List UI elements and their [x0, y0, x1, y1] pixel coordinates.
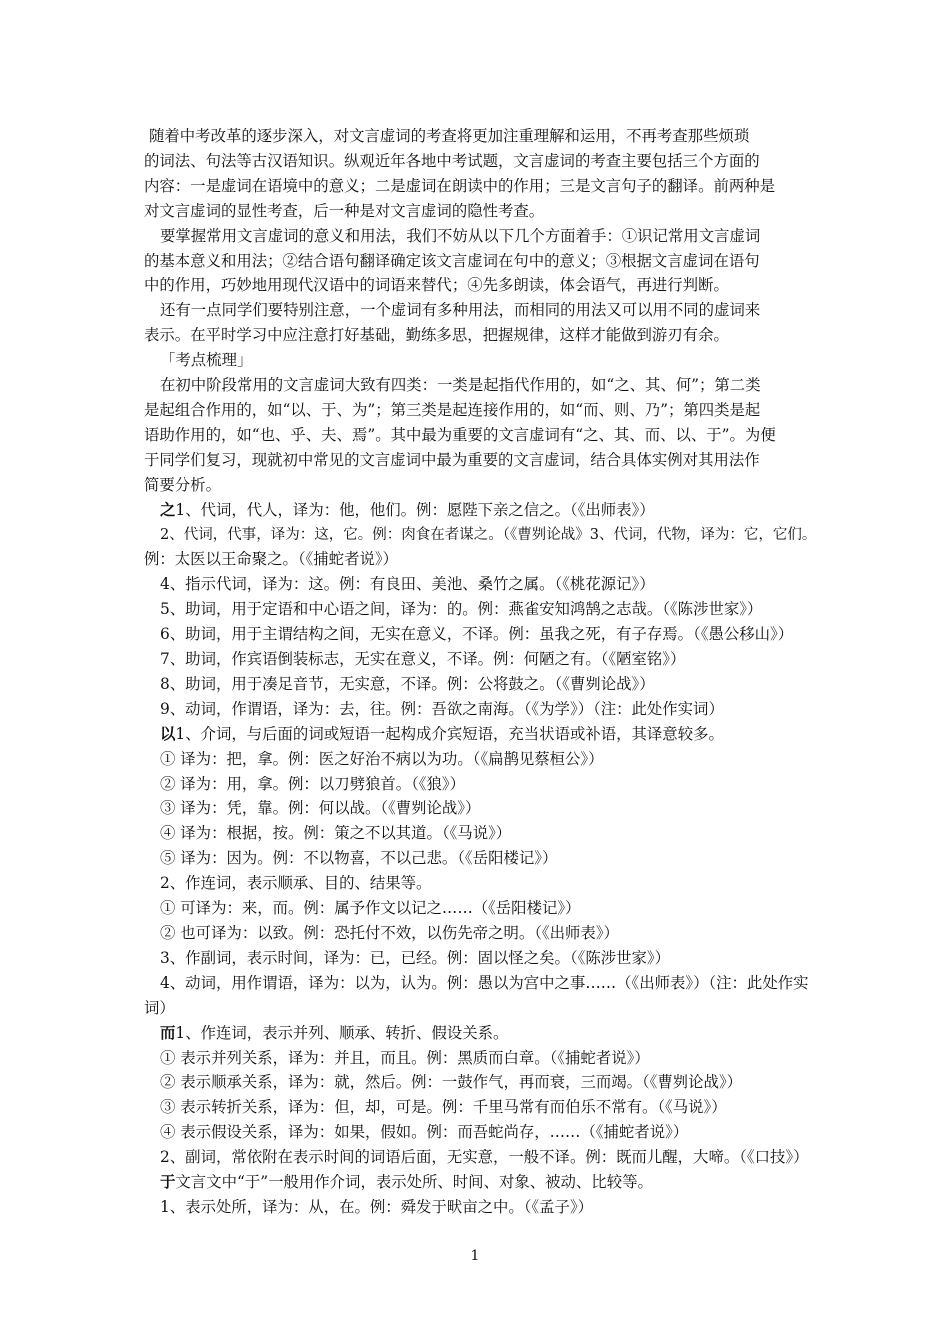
entry-text: ① 可译为：来，而。例：属予作文以记之……（《岳阳楼记》）: [160, 899, 581, 918]
entry-text: ⑤ 译为：因为。例：不以物喜，不以己悲。（《岳阳楼记》）: [160, 849, 558, 868]
entry-text: 1、作连词，表示并列、顺承、转折、假设关系。: [175, 1023, 509, 1042]
text-line: 还有一点同学们要特别注意，一个虚词有多种用法，而相同的用法又可以用不同的虚词来: [160, 301, 761, 320]
text-line: 「考点梳理」: [160, 351, 253, 370]
text-line: 要掌握常用文言虚词的意义和用法，我们不妨从以下几个方面着手：①识记常用文言虚词: [160, 226, 761, 245]
entry-text: 5、助词，用于定语和中心语之间，译为：的。例：燕雀安知鸿鹄之志哉。（《陈涉世家》）: [160, 600, 763, 619]
entry-text: 7、助词，作宾语倒装标志，无实在意义，不译。例：何陋之有。（《陋室铭》）: [160, 650, 686, 669]
entry-text: 2、代词，代事，译为：这，它。例：肉食在者谋之。（《曹刿论战》3、代词，代物，译为：它，它们。: [160, 526, 817, 543]
entry-text: ② 表示顺承关系，译为：就，然后。例：一鼓作气，再而衰，三而竭。（《曹刿论战》）: [160, 1073, 743, 1092]
entry-line: [144, 1046, 816, 1071]
entry-line: [144, 1170, 816, 1195]
entry-continuation: 词）: [144, 998, 175, 1017]
entry-text: 1、介词，与后面的词或短语一起构成介宾短语，充当状语或补语，其译意较多。: [175, 724, 724, 743]
entry-text: ④ 表示假设关系，译为：如果，假如。例：而吾蛇尚存，……（《捕蛇者说》）: [160, 1123, 689, 1142]
intro-paragraph: [144, 348, 816, 373]
entry-line: [144, 523, 816, 573]
entry-text: ③ 译为：凭，靠。例：何以战。（《曹刿论战》）: [160, 799, 481, 818]
text-line: 于同学们复习，现就初中常见的文言虚词中最为重要的文言虚词，结合具体实例对其用法作: [144, 450, 760, 469]
entry-text: ① 表示并列关系，译为：并且，而且。例：黑质而白章。（《捕蛇者说》）: [160, 1048, 650, 1067]
entry-line: [144, 946, 816, 971]
entry-text: 1、表示处所，译为：从，在。例：舜发于畎亩之中。（《孟子》）: [160, 1197, 594, 1216]
entry-line: [144, 1195, 816, 1220]
intro-paragraph: [144, 224, 816, 299]
entry-text: ② 也可译为：以致。例：恐托付不效，以伤先帝之明。（《出师表》）: [160, 924, 619, 942]
entry-text: 1、代词，代人，译为：他，他们。例：愿陛下亲之信之。（《出师表》）: [175, 500, 655, 519]
text-line: 简要分析。: [144, 475, 221, 494]
entry-headword: 之: [160, 500, 176, 519]
intro-paragraph: [144, 373, 816, 498]
entry-line: [144, 1021, 816, 1046]
entry-text: ④ 译为：根据，按。例：策之不以其道。（《马说》）: [160, 824, 512, 843]
text-line: 在初中阶段常用的文言虚词大致有四类：一类是起指代作用的，如“之、其、何”；第二类: [160, 376, 761, 395]
entry-line: [144, 921, 816, 946]
entry-headword: 于: [160, 1173, 176, 1192]
entry-text: ① 译为：把，拿。例：医之好治不病以为功。（《扁鹊见蔡桓公》）: [160, 749, 604, 768]
entry-text: 9、动词，作谓语，译为：去，往。例：吾欲之南海。（《为学》）（注：此处作实词）: [160, 699, 724, 718]
text-line: 随着中考改革的逐步深入，对文言虚词的考查将更加注重理解和运用，不再考查那些烦琐: [149, 127, 750, 145]
text-line: 的词法、句法等古汉语知识。纵观近年各地中考试题，文言虚词的考查主要包括三个方面的: [144, 151, 760, 170]
text-line: 的基本意义和用法；②结合语句翻译确定该文言虚词在句中的意义；③根据文言虚词在语句: [144, 251, 760, 270]
intro-paragraph: [144, 298, 816, 348]
text-line: 内容：一是虚词在语境中的意义；二是虚词在朗读中的作用；三是文言句子的翻译。前两种是: [144, 176, 776, 195]
entry-line: [144, 896, 816, 921]
page-number: 1: [470, 1248, 480, 1264]
entry-line: [144, 722, 816, 747]
entry-headword: 以: [160, 724, 176, 743]
entry-text: ② 译为：用，拿。例：以刀劈狼首。（《狼》）: [160, 774, 465, 793]
text-line: 中的作用，巧妙地用现代汉语中的词语来替代；④先多朗读，体会语气，再进行判断。: [144, 276, 729, 295]
entry-line: [144, 672, 816, 697]
entry-line: [144, 597, 816, 622]
entry-text: 4、指示代词，译为：这。例：有良田、美池、桑竹之属。（《桃花源记》）: [160, 575, 655, 594]
entry-line: [144, 971, 816, 1021]
entry-line: [144, 697, 816, 722]
entry-line: [144, 772, 816, 797]
entry-line: [144, 622, 816, 647]
entry-continuation: 例：太医以王命聚之。（《捕蛇者说》）: [144, 550, 398, 569]
entry-line: [144, 498, 816, 523]
entry-line: [144, 1120, 816, 1145]
entry-headword: 而: [160, 1023, 176, 1042]
text-line: 表示。在平时学习中应注意打好基础，勤练多思，把握规律，这样才能做到游刃有余。: [144, 326, 729, 345]
entry-text: 2、副词，常依附在表示时间的词语后面，无实意，一般不译。例：既而儿醒，大啼。（《口技》）: [160, 1148, 809, 1167]
entry-text: 2、作连词，表示顺承、目的、结果等。: [160, 874, 432, 893]
entry-line: [144, 1095, 816, 1120]
entry-line: [144, 747, 816, 772]
entry-text: 6、助词，用于主谓结构之间，无实在意义，不译。例：虽我之死，有子存焉。（《愚公移山》）: [160, 625, 794, 644]
entry-line: [144, 647, 816, 672]
entry-text: 4、动词，用作谓语，译为：以为，认为。例：愚以为宫中之事……（《出师表》）（注：此处作实: [160, 973, 809, 992]
text-line: 是起组合作用的，如“以、于、为”；第三类是起连接作用的，如“而、则、乃”；第四类是起: [144, 400, 761, 419]
entry-line: [144, 846, 816, 871]
entry-text: 3、作副词，表示时间，译为：已，已经。例：固以怪之矣。（《陈涉世家》）: [160, 948, 670, 967]
entry-text: 文言文中“于”一般用作介词，表示处所、时间、对象、被动、比较等。: [175, 1173, 653, 1192]
document-body: [144, 124, 816, 1220]
entry-text: 8、助词，用于凑足音节，无实意，不译。例：公将鼓之。（《曹刿论战》）: [160, 674, 655, 693]
intro-paragraph: [144, 124, 816, 224]
entry-line: [144, 871, 816, 896]
text-line: 语助作用的，如“也、乎、夫、焉”。其中最为重要的文言虚词有“之、其、而、以、于”。为便: [144, 425, 776, 444]
entry-line: [144, 796, 816, 821]
entry-line: [144, 572, 816, 597]
text-line: 对文言虚词的显性考查，后一种是对文言虚词的隐性考查。: [144, 201, 545, 220]
entry-line: [144, 1145, 816, 1170]
entry-text: ③ 表示转折关系，译为：但，却，可是。例：千里马常有而伯乐不常有。（《马说》）: [160, 1098, 727, 1117]
entry-line: [144, 1070, 816, 1095]
entry-line: [144, 821, 816, 846]
